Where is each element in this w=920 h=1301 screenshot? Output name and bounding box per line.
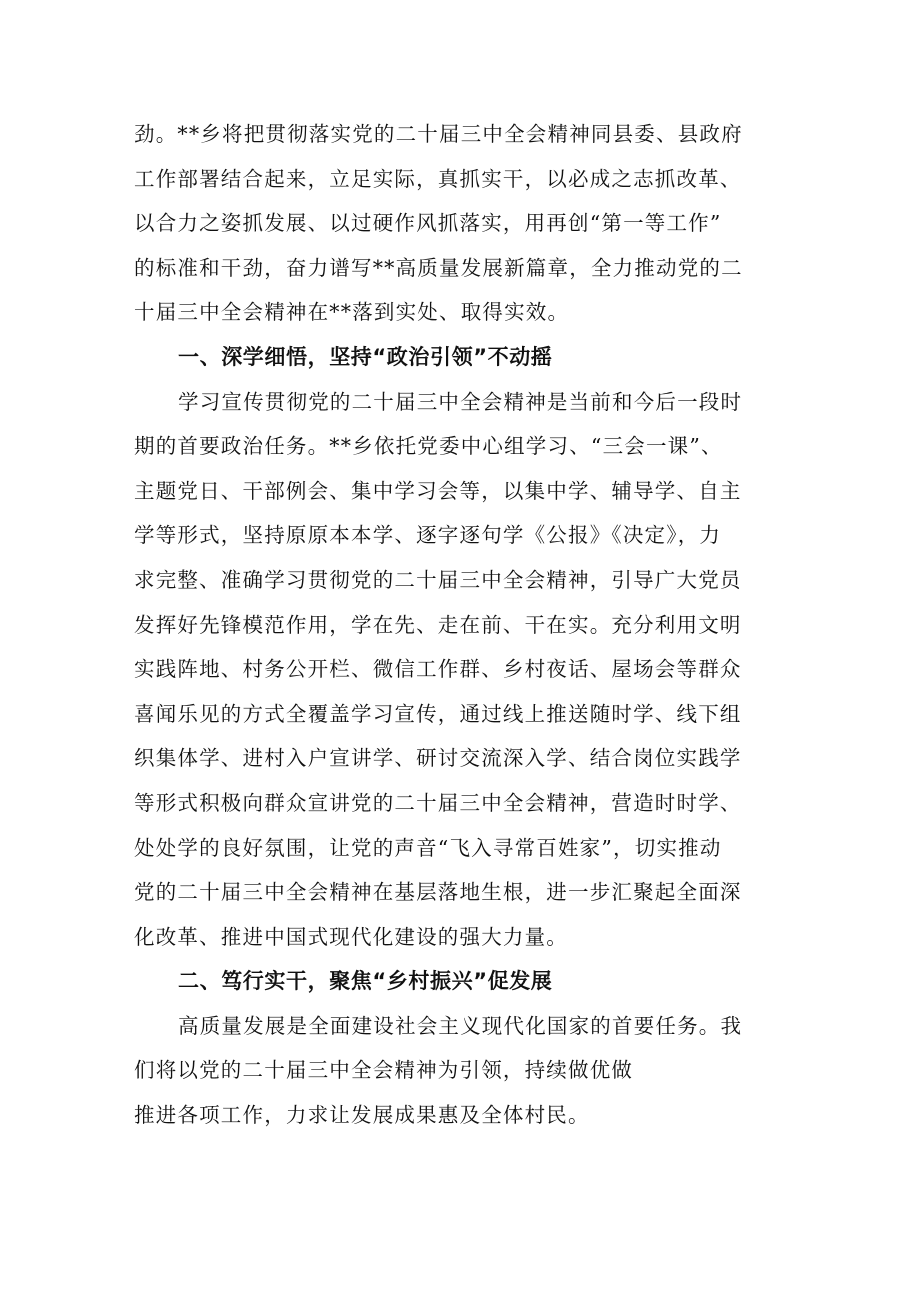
section-1-heading: 一、深学细悟，坚持“政治引领”不动摇	[178, 344, 553, 369]
section-1-line-8: 喜闻乐见的方式全覆盖学习宣传，通过线上推送随时学、线下组	[134, 701, 742, 726]
intro-line-4: 的标准和干劲，奋力谱写**高质量发展新篇章，全力推动党的二	[134, 255, 743, 280]
section-1-line-9: 织集体学、进村入户宣讲学、研讨交流深入学、结合岗位实践学	[134, 746, 742, 771]
section-1-line-2: 期的首要政治任务。**乡依托党委中心组学习、“三会一课”、	[134, 434, 723, 459]
section-1-line-11: 处处学的良好氛围，让党的声音“飞入寻常百姓家”，切实推动	[134, 835, 722, 860]
section-1-line-4: 学等形式，坚持原原本本学、逐字逐句学《公报》《决定》，力	[134, 523, 722, 548]
document-body	[134, 112, 788, 1138]
intro-line-2: 工作部署结合起来，立足实际，真抓实干，以必成之志抓改革、	[134, 166, 742, 191]
section-2-heading: 二、笃行实干，聚焦“乡村振兴”促发展	[178, 969, 553, 994]
section-1-line-12: 党的二十届三中全会精神在基层落地生根，进一步汇聚起全面深	[134, 880, 742, 905]
intro-line-3: 以合力之姿抓发展、以过硬作风抓落实，用再创“第一等工作”	[134, 211, 722, 236]
section-1-line-13: 化改革、推进中国式现代化建设的强大力量。	[134, 924, 568, 949]
intro-line-1: 劲。**乡将把贯彻落实党的二十届三中全会精神同县委、县政府	[134, 122, 743, 146]
section-2-line-1: 高质量发展是全面建设社会主义现代化国家的首要任务。我	[178, 1013, 743, 1038]
section-1-line-3: 主题党日、干部例会、集中学习会等，以集中学、辅导学、自主	[134, 478, 742, 503]
section-2-line-2: 们将以党的二十届三中全会精神为引领，持续做优做	[134, 1058, 634, 1083]
intro-line-5: 十届三中全会精神在**落到实处、取得实效。	[134, 300, 570, 325]
section-1-line-5: 求完整、准确学习贯彻党的二十届三中全会精神，引导广大党员	[134, 567, 742, 592]
section-1-line-7: 实践阵地、村务公开栏、微信工作群、乡村夜话、屋场会等群众	[134, 657, 742, 682]
section-1-line-1: 学习宣传贯彻党的二十届三中全会精神是当前和今后一段时	[178, 389, 743, 414]
section-1-line-6: 发挥好先锋模范作用，学在先、走在前、干在实。充分利用文明	[134, 612, 742, 637]
section-1-line-10: 等形式积极向群众宣讲党的二十届三中全会精神，营造时时学、	[134, 790, 742, 815]
section-2-line-3: 推进各项工作，力求让发展成果惠及全体村民。	[134, 1103, 590, 1128]
